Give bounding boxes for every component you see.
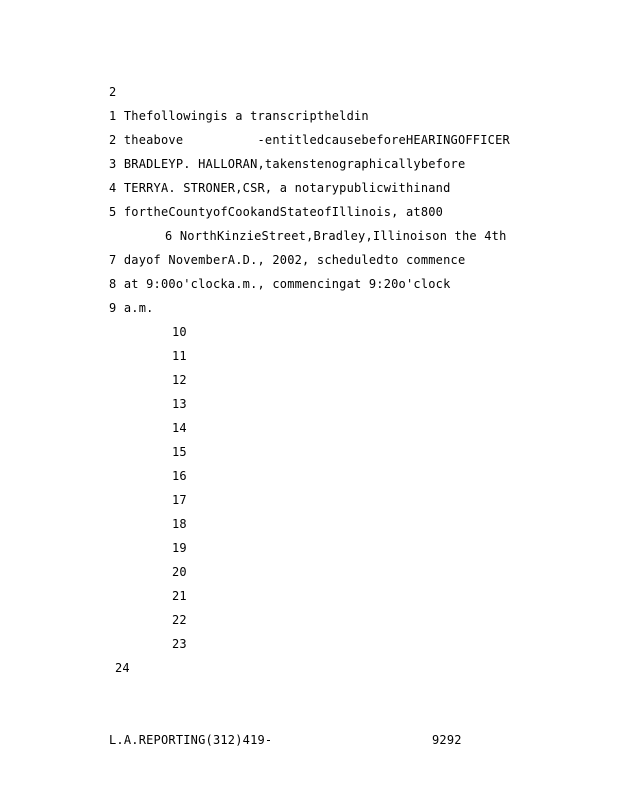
transcript-line-22: 22 [172, 613, 187, 627]
transcript-line-8: 8 at 9:00o'clocka.m., commencingat 9:20o'clock [109, 277, 451, 291]
transcript-line-12: 12 [172, 373, 187, 387]
transcript-line-14: 14 [172, 421, 187, 435]
transcript-line-17: 17 [172, 493, 187, 507]
transcript-line-15: 15 [172, 445, 187, 459]
transcript-line-3: 3 BRADLEYP. HALLORAN,takenstenographicallybefore [109, 157, 466, 171]
transcript-line-11: 11 [172, 349, 187, 363]
transcript-line-4: 4 TERRYA. STRONER,CSR, a notarypublicwithinand [109, 181, 451, 195]
transcript-line-1: 1 Thefollowingis a transcriptheldin [109, 109, 369, 123]
transcript-line-5: 5 fortheCountyofCookandStateofIllinois, at800 [109, 205, 444, 219]
transcript-line-10: 10 [172, 325, 187, 339]
transcript-line-19: 19 [172, 541, 187, 555]
transcript-line-24: 24 [115, 661, 130, 675]
footer-phone-suffix: 9292 [432, 733, 462, 747]
transcript-line-13: 13 [172, 397, 187, 411]
transcript-line-20: 20 [172, 565, 187, 579]
transcript-line-2: 2 theabove -entitledcausebeforeHEARINGOFFICER [109, 133, 510, 147]
transcript-line-16: 16 [172, 469, 187, 483]
transcript-line-18: 18 [172, 517, 187, 531]
transcript-line-23: 23 [172, 637, 187, 651]
footer-reporter-phone: L.A.REPORTING(312)419- [109, 733, 273, 747]
transcript-line-9: 9 a.m. [109, 301, 154, 315]
page-number: 2 [109, 85, 117, 99]
transcript-line-7: 7 dayof NovemberA.D., 2002, scheduledto commence [109, 253, 466, 267]
transcript-line-21: 21 [172, 589, 187, 603]
transcript-line-6: 6 NorthKinzieStreet,Bradley,Illinoison the 4th [165, 229, 507, 243]
